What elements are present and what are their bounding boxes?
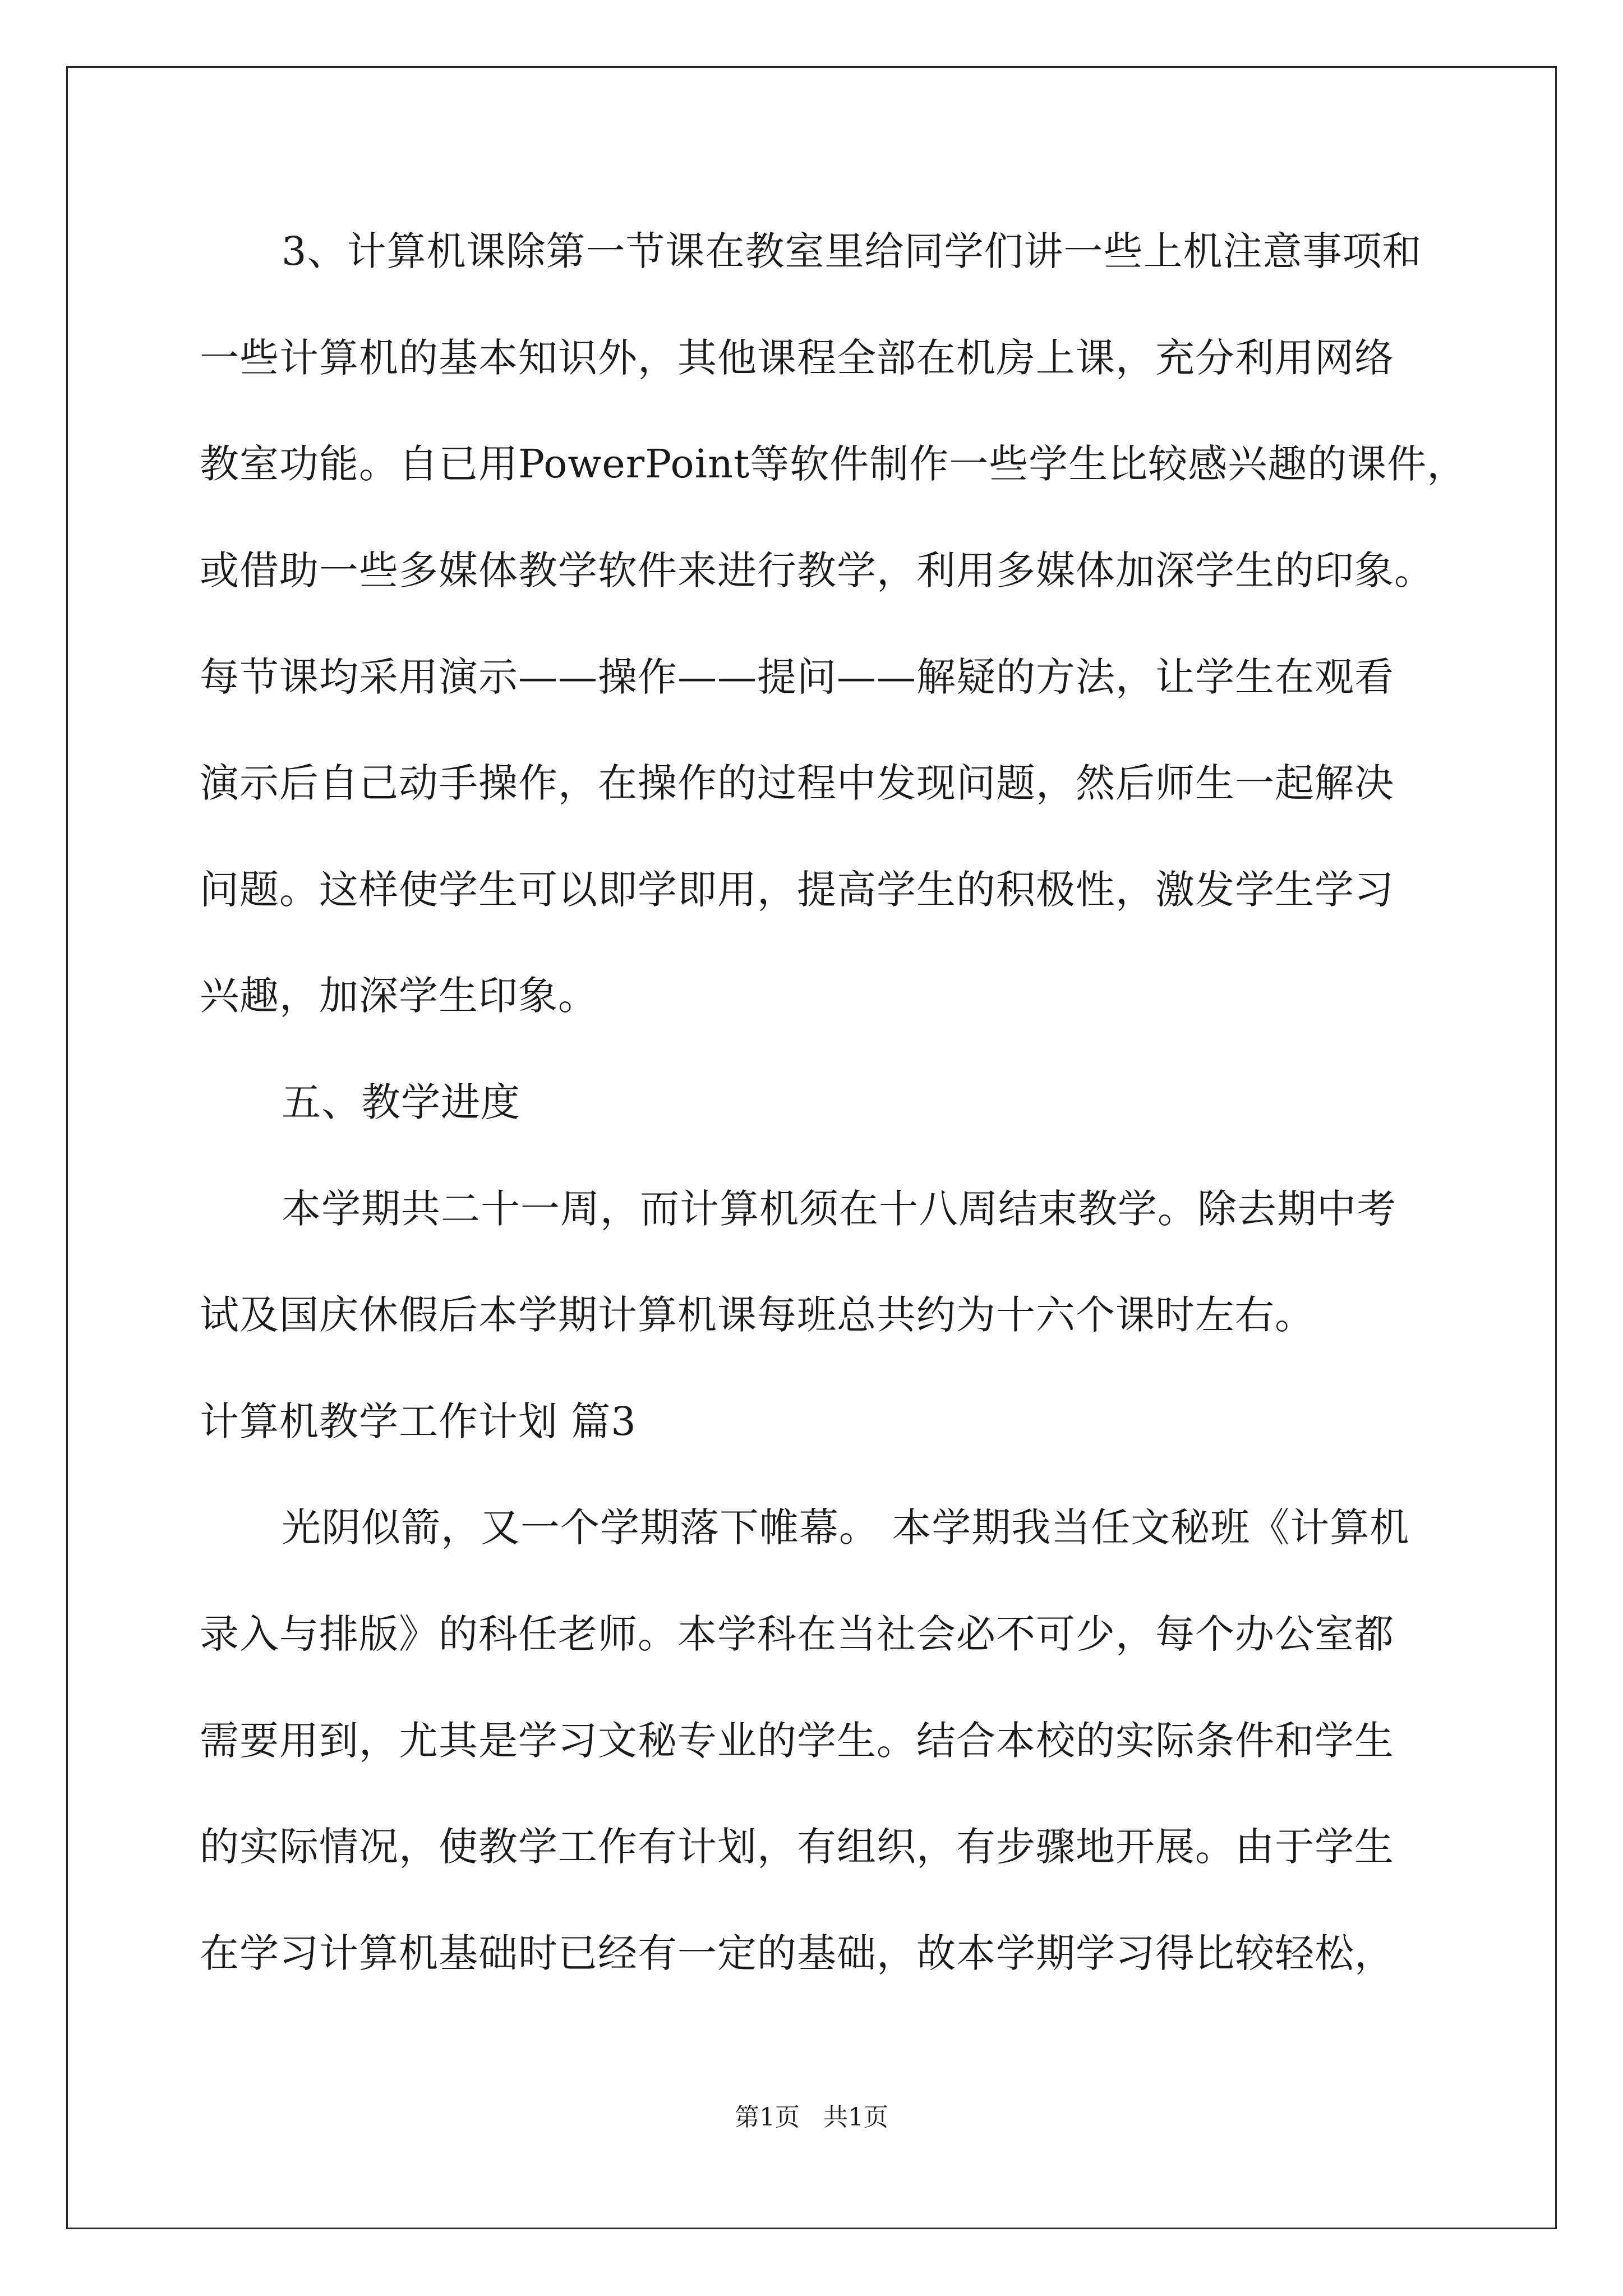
paragraph-line: 的实际情况，使教学工作有计划，有组织，有步骤地开展。由于学生 bbox=[200, 1824, 1394, 1870]
page-footer: 第1页 共1页 bbox=[735, 2103, 888, 2132]
section-heading: 五、教学进度 bbox=[282, 1079, 520, 1125]
page-frame bbox=[66, 66, 1557, 2229]
paragraph-line: 教室功能。自已用PowerPoint等软件制作一些学生比较感兴趣的课件， bbox=[200, 441, 1467, 487]
paragraph-line: 问题。这样使学生可以即学即用，提高学生的积极性，激发学生学习 bbox=[200, 867, 1394, 913]
paragraph-line: 每节课均采用演示——操作——提问——解疑的方法，让学生在观看 bbox=[200, 654, 1394, 700]
paragraph-line: 在学习计算机基础时已经有一定的基础，故本学期学习得比较轻松， bbox=[200, 1930, 1394, 1976]
paragraph-line: 3、计算机课除第一节课在教室里给同学们讲一些上机注意事项和 bbox=[282, 228, 1422, 274]
article-title: 计算机教学工作计划 篇3 bbox=[200, 1398, 637, 1444]
paragraph-line: 一些计算机的基本知识外，其他课程全部在机房上课，充分利用网络 bbox=[200, 335, 1394, 381]
paragraph-line: 兴趣，加深学生印象。 bbox=[200, 973, 598, 1019]
paragraph-line: 本学期共二十一周，而计算机须在十八周结束教学。除去期中考 bbox=[282, 1186, 1396, 1232]
paragraph-line: 光阴似箭，又一个学期落下帷幕。 本学期我当任文秘班《计算机 bbox=[282, 1504, 1410, 1550]
paragraph-line: 试及国庆休假后本学期计算机课每班总共约为十六个课时左右。 bbox=[200, 1292, 1315, 1338]
paragraph-line: 演示后自己动手操作，在操作的过程中发现问题，然后师生一起解决 bbox=[200, 760, 1394, 806]
paragraph-line: 录入与排版》的科任老师。本学科在当社会必不可少，每个办公室都 bbox=[200, 1611, 1394, 1657]
paragraph-line: 需要用到，尤其是学习文秘专业的学生。结合本校的实际条件和学生 bbox=[200, 1718, 1394, 1764]
paragraph-line: 或借助一些多媒体教学软件来进行教学，利用多媒体加深学生的印象。 bbox=[200, 547, 1434, 593]
